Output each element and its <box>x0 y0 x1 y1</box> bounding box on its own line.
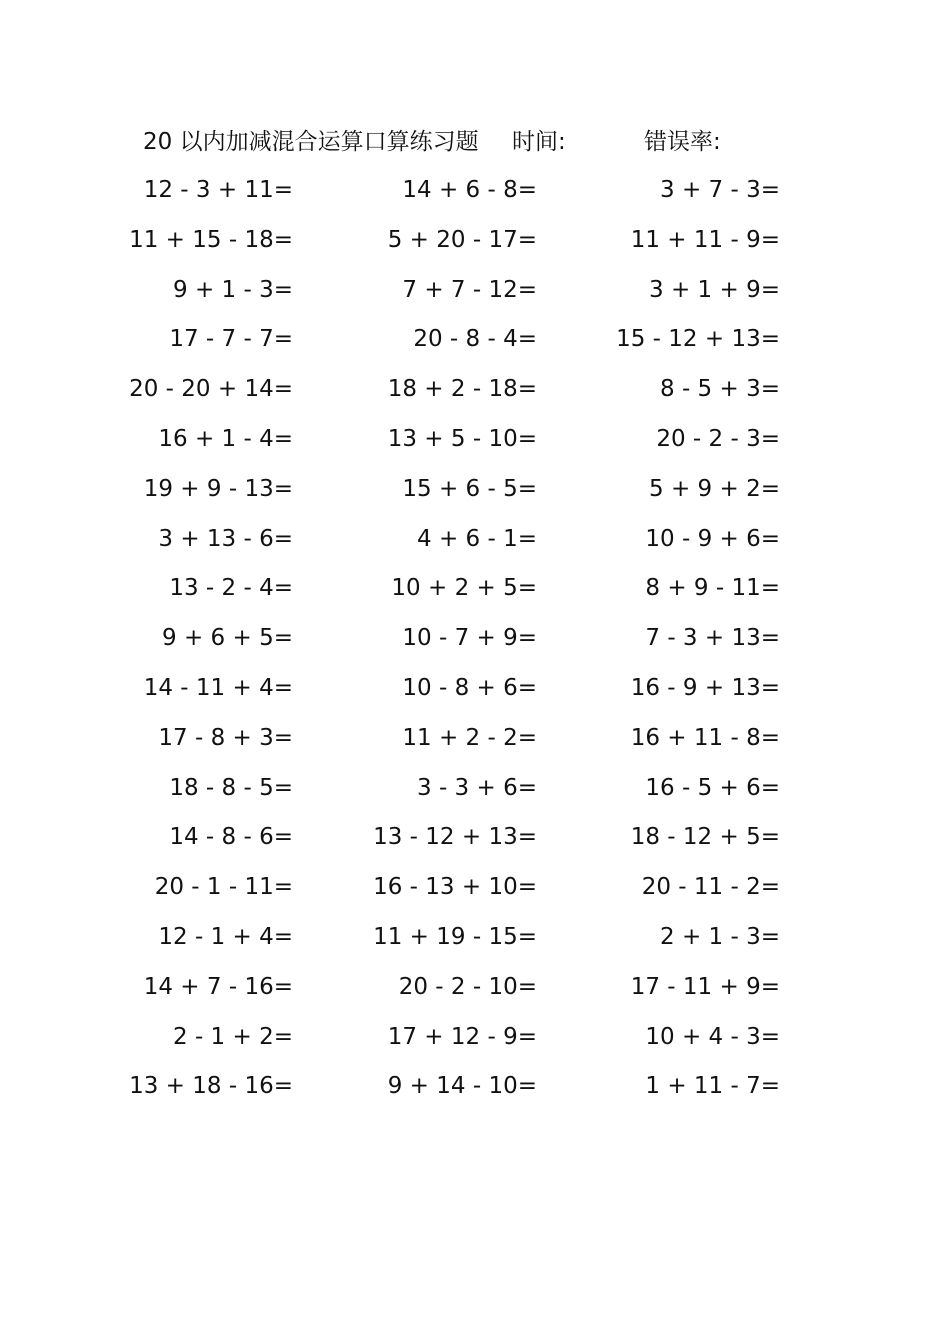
problem-equation: 8 + 9 - 11= <box>645 575 780 602</box>
problem-equation: 16 - 13 + 10= <box>373 874 537 901</box>
problem-row <box>0 813 950 863</box>
problem-equation: 3 - 3 + 6= <box>417 774 537 801</box>
problem-equation: 17 - 7 - 7= <box>169 326 293 353</box>
problem-equation: 11 + 11 - 9= <box>630 226 780 253</box>
problem-equation: 18 + 2 - 18= <box>387 376 537 403</box>
problem-equation: 10 + 2 + 5= <box>391 575 537 602</box>
problem-equation: 15 - 12 + 13= <box>616 326 780 353</box>
problem-equation: 18 - 8 - 5= <box>169 774 293 801</box>
problem-equation: 16 - 5 + 6= <box>645 774 780 801</box>
problem-equation: 10 - 9 + 6= <box>645 525 780 552</box>
problem-row <box>0 963 950 1013</box>
problem-equation: 20 - 2 - 10= <box>398 973 537 1000</box>
problem-equation: 7 - 3 + 13= <box>645 625 780 652</box>
problem-row <box>0 515 950 565</box>
problem-equation: 10 - 8 + 6= <box>402 674 537 701</box>
time-label: 时间: <box>512 129 566 155</box>
problem-row <box>0 664 950 714</box>
problem-equation: 13 + 5 - 10= <box>387 425 537 452</box>
problem-equation: 5 + 20 - 17= <box>387 226 537 253</box>
problem-equation: 7 + 7 - 12= <box>402 276 537 303</box>
problem-equation: 3 + 1 + 9= <box>649 276 780 303</box>
problem-equation: 9 + 6 + 5= <box>162 625 293 652</box>
problem-equation: 19 + 9 - 13= <box>143 475 293 502</box>
problem-row <box>0 365 950 415</box>
problem-equation: 16 + 11 - 8= <box>630 724 780 751</box>
problem-row <box>0 415 950 465</box>
problem-row <box>0 764 950 814</box>
problem-equation: 11 + 19 - 15= <box>373 923 537 950</box>
problem-row <box>0 913 950 963</box>
problem-row <box>0 714 950 764</box>
problem-equation: 3 + 13 - 6= <box>158 525 293 552</box>
problem-equation: 20 - 1 - 11= <box>154 874 293 901</box>
problem-equation: 13 - 12 + 13= <box>373 824 537 851</box>
problem-equation: 18 - 12 + 5= <box>630 824 780 851</box>
problem-equation: 20 - 20 + 14= <box>129 376 293 403</box>
problem-equation: 9 + 1 - 3= <box>173 276 293 303</box>
problem-equation: 17 + 12 - 9= <box>387 1023 537 1050</box>
problem-equation: 15 + 6 - 5= <box>402 475 537 502</box>
problem-row <box>0 614 950 664</box>
problem-equation: 11 + 15 - 18= <box>129 226 293 253</box>
problem-equation: 1 + 11 - 7= <box>645 1073 780 1100</box>
problem-row <box>0 1062 950 1112</box>
worksheet-title: 20 以内加减混合运算口算练习题 <box>143 129 479 155</box>
problem-equation: 12 - 3 + 11= <box>143 177 293 203</box>
problem-equation: 11 + 2 - 2= <box>402 724 537 751</box>
problem-row <box>0 166 950 216</box>
problem-row <box>0 564 950 614</box>
problem-equation: 2 + 1 - 3= <box>660 923 780 950</box>
problem-equation: 20 - 8 - 4= <box>413 326 537 353</box>
problem-equation: 2 - 1 + 2= <box>173 1023 293 1050</box>
problem-equation: 14 - 8 - 6= <box>169 824 293 851</box>
problem-equation: 20 - 2 - 3= <box>656 425 780 452</box>
problem-equation: 14 + 6 - 8= <box>402 177 537 203</box>
problem-equation: 10 - 7 + 9= <box>402 625 537 652</box>
problem-equation: 20 - 11 - 2= <box>641 874 780 901</box>
problem-equation: 3 + 7 - 3= <box>660 177 780 203</box>
error-rate-label: 错误率: <box>644 129 721 155</box>
problem-row <box>0 465 950 515</box>
problem-row <box>0 1013 950 1063</box>
problem-equation: 13 + 18 - 16= <box>129 1073 293 1100</box>
problem-row <box>0 863 950 913</box>
problem-equation: 4 + 6 - 1= <box>417 525 537 552</box>
problem-equation: 14 - 11 + 4= <box>143 674 293 701</box>
problem-equation: 17 - 11 + 9= <box>630 973 780 1000</box>
problem-equation: 13 - 2 - 4= <box>169 575 293 602</box>
problem-equation: 8 - 5 + 3= <box>660 376 780 403</box>
problem-grid <box>0 166 950 1112</box>
problem-equation: 5 + 9 + 2= <box>649 475 780 502</box>
problem-equation: 10 + 4 - 3= <box>645 1023 780 1050</box>
problem-row <box>0 315 950 365</box>
problem-row <box>0 266 950 316</box>
problem-equation: 16 + 1 - 4= <box>158 425 293 452</box>
problem-equation: 16 - 9 + 13= <box>630 674 780 701</box>
worksheet-header <box>0 124 950 160</box>
problem-equation: 12 - 1 + 4= <box>158 923 293 950</box>
problem-row <box>0 216 950 266</box>
problem-equation: 9 + 14 - 10= <box>387 1073 537 1100</box>
problem-equation: 17 - 8 + 3= <box>158 724 293 751</box>
problem-equation: 14 + 7 - 16= <box>143 973 293 1000</box>
